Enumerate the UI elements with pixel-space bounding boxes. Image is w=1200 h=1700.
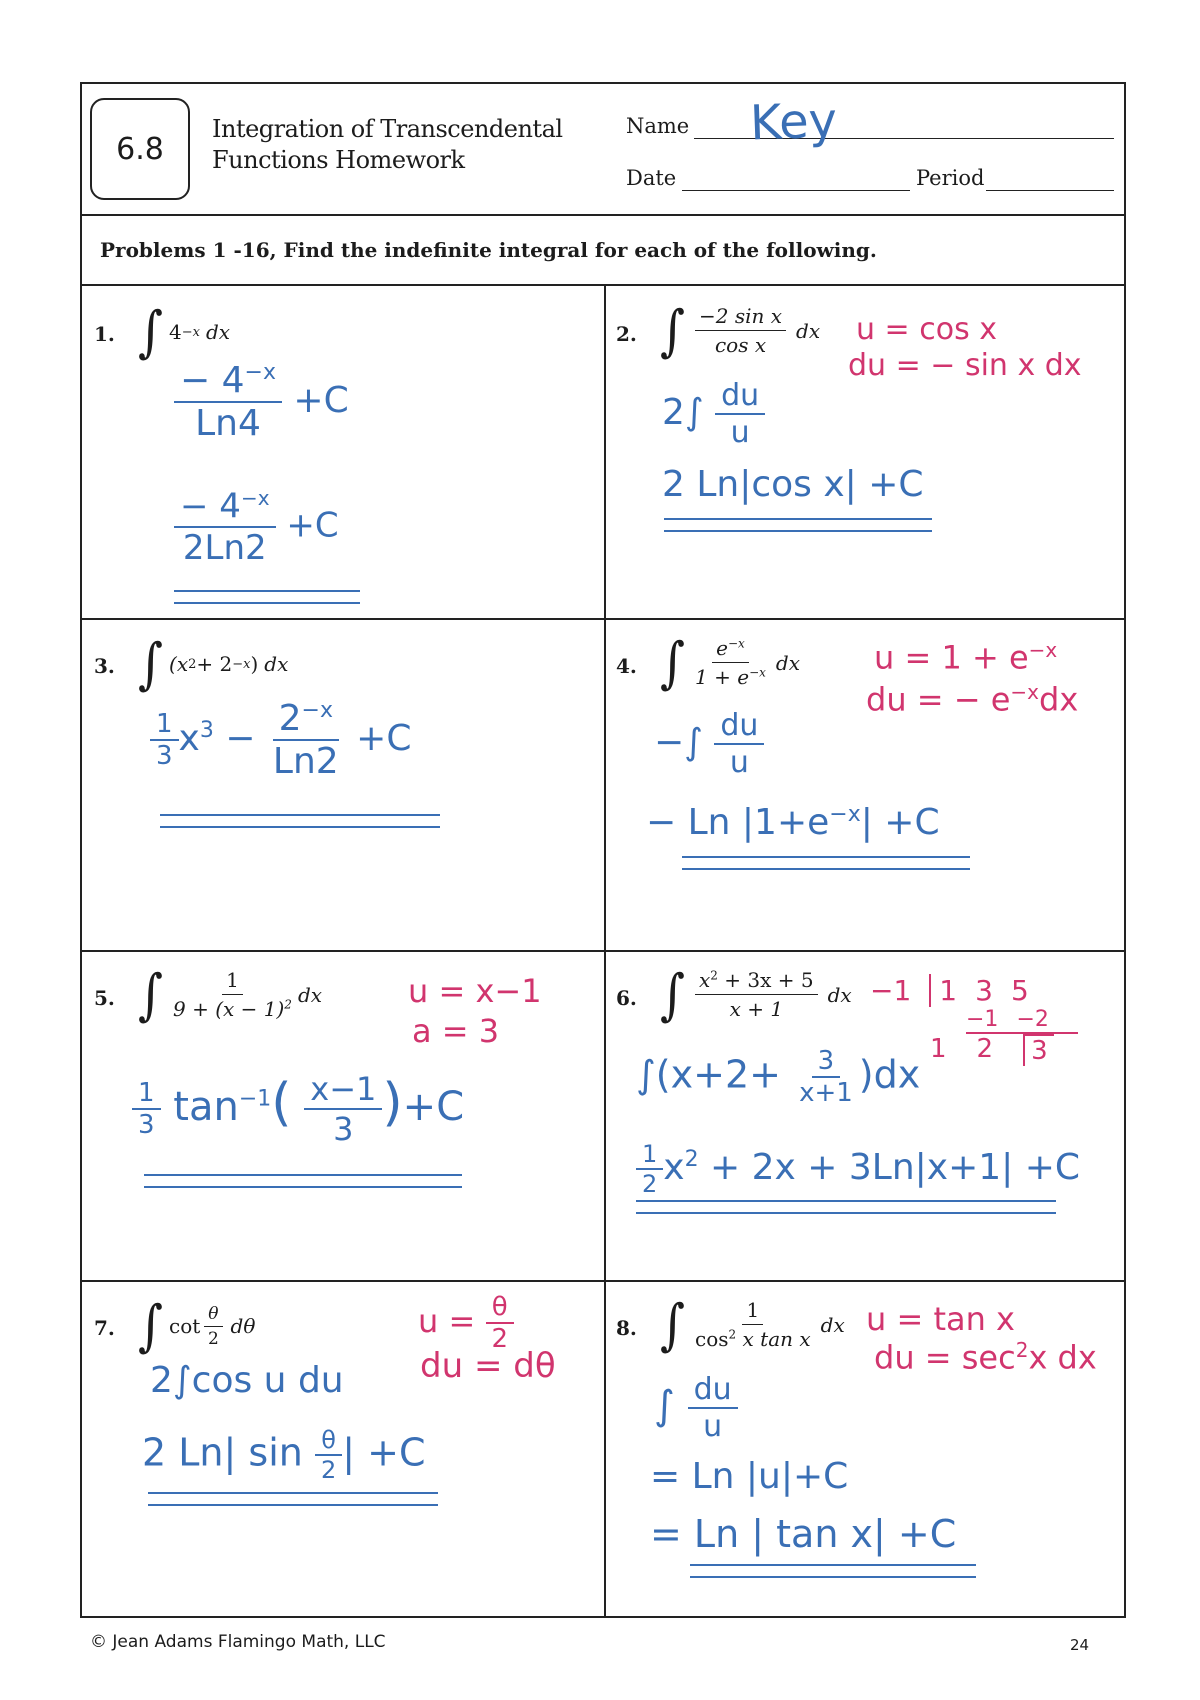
problem-integral: [660, 962, 852, 1027]
answer-denominator: u: [730, 415, 750, 450]
substitution-u: [418, 1292, 514, 1354]
answer-exponent: −x: [244, 360, 276, 385]
substitution-u: u = x−1: [408, 972, 542, 1010]
answer-constant: | +C: [342, 1430, 426, 1475]
differential: dx: [775, 650, 800, 675]
problem-5: [82, 950, 604, 1280]
problem-number: 1.: [94, 322, 115, 346]
integrand-numerator: 1: [742, 1298, 763, 1325]
problem-number: 2.: [616, 322, 637, 346]
problem-integral: [138, 1293, 256, 1359]
coefficient-numerator: 1: [636, 1140, 663, 1170]
worksheet-title: [212, 114, 572, 176]
answer-prefix: −∫: [654, 722, 703, 763]
integral-sign: ∫: [660, 630, 686, 695]
answer-constant: +C: [356, 718, 412, 759]
problem-2: [604, 286, 1126, 618]
answer-step-1: [654, 1372, 738, 1444]
worksheet-header: [82, 84, 1124, 216]
answer-prefix: 2 Ln| sin: [142, 1430, 303, 1475]
argument-numerator: x−1: [304, 1070, 382, 1110]
name-value: Key: [749, 92, 838, 152]
synthetic-remainder: 3: [1023, 1034, 1054, 1066]
problem-number: 4.: [616, 654, 637, 678]
problem-number: 7.: [94, 1316, 115, 1340]
answer-exponent: −x: [240, 486, 270, 510]
integrand-exponent: −x: [181, 324, 200, 340]
answer-tail: )dx: [858, 1052, 921, 1097]
integrand-numerator: e: [716, 636, 728, 660]
answer-denominator: Ln2: [272, 741, 339, 782]
coefficient-denominator: 2: [642, 1170, 658, 1198]
name-label: Name: [626, 114, 690, 138]
integrand-term-b: + 2: [196, 652, 233, 676]
differential: dθ: [230, 1314, 256, 1338]
integrand-close-paren: ): [250, 652, 259, 676]
answer-double-underline: [682, 856, 970, 870]
substitution-du: du = − sin x dx: [848, 348, 1082, 383]
answer-final: [174, 486, 339, 568]
problem-integral: [138, 299, 231, 365]
problem-3: [82, 618, 604, 950]
answer-double-underline: [664, 518, 932, 532]
synthetic-divisor: −1: [870, 974, 912, 1007]
answer-prefix: ∫: [654, 1383, 675, 1429]
answer-function: tan: [160, 1084, 239, 1130]
differential: dx: [297, 982, 323, 1007]
answer-open-paren: (: [271, 1073, 292, 1133]
substitution-du: [866, 680, 1078, 719]
differential: dx: [827, 982, 852, 1007]
answer-body: − Ln |1+e: [646, 802, 830, 843]
substitution-du-text: du = − e: [866, 680, 1011, 719]
coefficient-numerator: 1: [132, 1078, 161, 1110]
answer-rest: + 2x + 3Ln|x+1| +C: [698, 1147, 1081, 1188]
differential: dx: [264, 652, 289, 676]
answer-numerator: du: [715, 378, 765, 415]
answer-final: [150, 698, 411, 782]
integrand-exponent-b: −x: [232, 656, 251, 672]
answer-final: [646, 802, 940, 843]
denominator-tail: x tan x: [736, 1327, 811, 1351]
instructions: Problems 1 -16, Find the indefinite integral for each of the following.: [82, 216, 1124, 286]
denominator-exponent: −x: [749, 665, 766, 680]
synthetic-row-3: [930, 1034, 1078, 1066]
integrand-denominator: 2: [208, 1328, 219, 1349]
problem-integral: [138, 631, 289, 697]
substitution-u: u = tan x: [866, 1300, 1015, 1338]
answer-constant: +C: [286, 505, 339, 546]
answer-prefix: ∫(x+2+: [636, 1052, 781, 1097]
answer-double-underline: [690, 1564, 976, 1578]
substitution-du-text: du = sec: [874, 1338, 1016, 1377]
substitution-du-exponent: 2: [1015, 1338, 1029, 1362]
function-exponent: −1: [238, 1086, 272, 1112]
substitution-du: du = dθ: [420, 1346, 556, 1386]
integrand-denominator: 1 + e: [695, 665, 750, 689]
integrand-fraction: [695, 636, 766, 689]
substitution-a: a = 3: [412, 1012, 500, 1050]
denominator-exponent: 2: [728, 1327, 737, 1342]
answer-final: 2 Ln|cos x| +C: [662, 464, 924, 505]
answer-double-underline: [148, 1492, 438, 1506]
answer-constant: +C: [402, 1084, 465, 1130]
copyright: © Jean Adams Flamingo Math, LLC: [90, 1632, 386, 1652]
synthetic-value: −1: [966, 1007, 999, 1032]
problem-grid: [82, 286, 1124, 1616]
synthetic-row-1: [870, 974, 1078, 1007]
substitution-du: [874, 1338, 1097, 1377]
answer-numerator: 3: [812, 1046, 841, 1078]
answer-double-underline: [174, 590, 360, 604]
answer-exponent: −x: [829, 802, 861, 827]
answer-final: [132, 1070, 464, 1148]
substitution-u-numerator: θ: [486, 1292, 514, 1324]
answer-constant: +C: [293, 380, 349, 421]
integrand-denominator: 9 + (x − 1): [173, 997, 285, 1021]
answer-term: x: [663, 1147, 685, 1188]
synthetic-value: 1: [929, 974, 957, 1007]
answer-denominator: 2Ln2: [182, 528, 267, 569]
answer-numerator: θ: [315, 1426, 342, 1456]
answer-term: x: [178, 718, 200, 759]
integrand-numerator: θ: [204, 1304, 222, 1327]
answer-exponent: −x: [301, 698, 333, 723]
page-number: 24: [1070, 1636, 1090, 1654]
answer-double-underline: [144, 1174, 462, 1188]
denominator-exponent: 2: [284, 997, 292, 1012]
answer-numerator: du: [714, 708, 764, 745]
answer-denominator: 2: [320, 1456, 337, 1484]
substitution-du-tail: x dx: [1028, 1338, 1097, 1377]
integrand-numerator: x: [699, 968, 711, 992]
integrand-fraction: [695, 968, 818, 1021]
coefficient-denominator: 3: [156, 741, 173, 771]
answer-denominator: u: [703, 1409, 723, 1444]
answer-denominator: x+1: [799, 1078, 853, 1108]
problem-6: [604, 950, 1126, 1280]
problem-1: [82, 286, 604, 618]
problem-number: 5.: [94, 986, 115, 1010]
substitution-u: [874, 638, 1057, 677]
integral-sign: ∫: [138, 1293, 164, 1359]
answer-numerator: − 4: [180, 486, 241, 527]
answer-step-1: [654, 708, 764, 780]
problem-4: [604, 618, 1126, 950]
integrand-fraction: [695, 304, 786, 357]
argument-denominator: 3: [333, 1110, 354, 1148]
integrand-exponent-a: 2: [188, 656, 197, 672]
answer-operator: −: [213, 718, 267, 759]
title-line-2: Functions Homework: [212, 146, 465, 174]
answer-close-paren: ): [382, 1073, 403, 1133]
numerator-tail: + 3x + 5: [717, 968, 814, 992]
integrand-denominator: x + 1: [729, 997, 784, 1021]
date-line: [682, 190, 910, 191]
title-line-1: Integration of Transcendental: [212, 115, 563, 143]
numerator-exponent: −x: [727, 636, 745, 651]
numerator-exponent: 2: [710, 968, 718, 983]
problem-number: 3.: [94, 654, 115, 678]
substitution-du-tail: dx: [1039, 680, 1079, 719]
differential: dx: [205, 320, 231, 344]
problem-integral: [660, 1292, 845, 1357]
answer-exponent: 3: [199, 718, 214, 743]
synthetic-value: 3: [975, 974, 993, 1007]
synthetic-value: 5: [1010, 974, 1029, 1007]
worksheet: [80, 82, 1126, 1618]
integrand-fraction: [204, 1304, 222, 1349]
problem-integral: [660, 630, 800, 695]
differential: dx: [820, 1312, 845, 1337]
answer-step-1: [662, 378, 765, 450]
answer-numerator: du: [688, 1372, 738, 1409]
answer-constant: | +C: [860, 802, 940, 843]
answer-final: = Ln | tan x| +C: [650, 1512, 957, 1556]
answer-final: [636, 1140, 1080, 1198]
synthetic-value: 2: [976, 1034, 994, 1064]
answer-step-1: [174, 360, 349, 444]
substitution-u-text: u = 1 + e: [874, 638, 1029, 677]
answer-numerator: − 4: [180, 360, 245, 401]
problem-number: 6.: [616, 986, 637, 1010]
integrand-numerator: 1: [222, 968, 243, 995]
denominator-function: cos: [695, 1327, 729, 1351]
coefficient-numerator: 1: [150, 709, 179, 741]
answer-exponent: 2: [684, 1147, 699, 1172]
substitution-u-exponent: −x: [1028, 638, 1058, 662]
answer-numerator: 2: [278, 698, 302, 739]
problem-7: [82, 1280, 604, 1616]
integrand-term-a: (x: [169, 652, 189, 676]
answer-step-1: [636, 1046, 920, 1108]
substitution-u: u = cos x: [856, 312, 997, 347]
problem-8: [604, 1280, 1126, 1616]
integrand: 4: [169, 320, 182, 344]
answer-denominator: Ln4: [195, 403, 261, 444]
substitution-du-exponent: −x: [1010, 680, 1040, 704]
answer-step-2: = Ln |u|+C: [650, 1456, 849, 1497]
integral-sign: ∫: [138, 962, 164, 1027]
date-label: Date: [626, 166, 677, 190]
integrand-function: cot: [169, 1314, 201, 1338]
synthetic-row-2: [966, 1007, 1078, 1034]
integrand-numerator: −2 sin x: [695, 304, 786, 331]
answer-denominator: u: [729, 745, 749, 780]
synthetic-value: 1: [930, 1034, 947, 1064]
integral-sign: ∫: [138, 299, 164, 365]
period-label: Period: [916, 166, 985, 190]
integrand-fraction: [695, 1298, 811, 1351]
problem-integral: [138, 962, 323, 1027]
answer-step-1: 2∫cos u du: [150, 1360, 344, 1401]
answer-prefix: 2∫: [662, 392, 704, 433]
integral-sign: ∫: [138, 631, 164, 697]
integrand-denominator: cos x: [714, 333, 767, 357]
differential: dx: [796, 318, 821, 343]
substitution-u-prefix: u =: [418, 1302, 476, 1340]
answer-final: [142, 1426, 425, 1484]
problem-integral: [660, 298, 821, 363]
problem-number: 8.: [616, 1316, 637, 1340]
section-number: 6.8: [90, 98, 190, 200]
synthetic-value: −2: [1016, 1007, 1049, 1032]
substitution-u-denominator: 2: [491, 1324, 508, 1354]
integrand-fraction: [173, 968, 292, 1021]
integral-sign: ∫: [660, 962, 686, 1027]
integral-sign: ∫: [660, 298, 686, 363]
answer-double-underline: [636, 1200, 1056, 1214]
answer-double-underline: [160, 814, 440, 828]
coefficient-denominator: 3: [138, 1110, 155, 1140]
period-line: [986, 190, 1114, 191]
integral-sign: ∫: [660, 1292, 686, 1357]
